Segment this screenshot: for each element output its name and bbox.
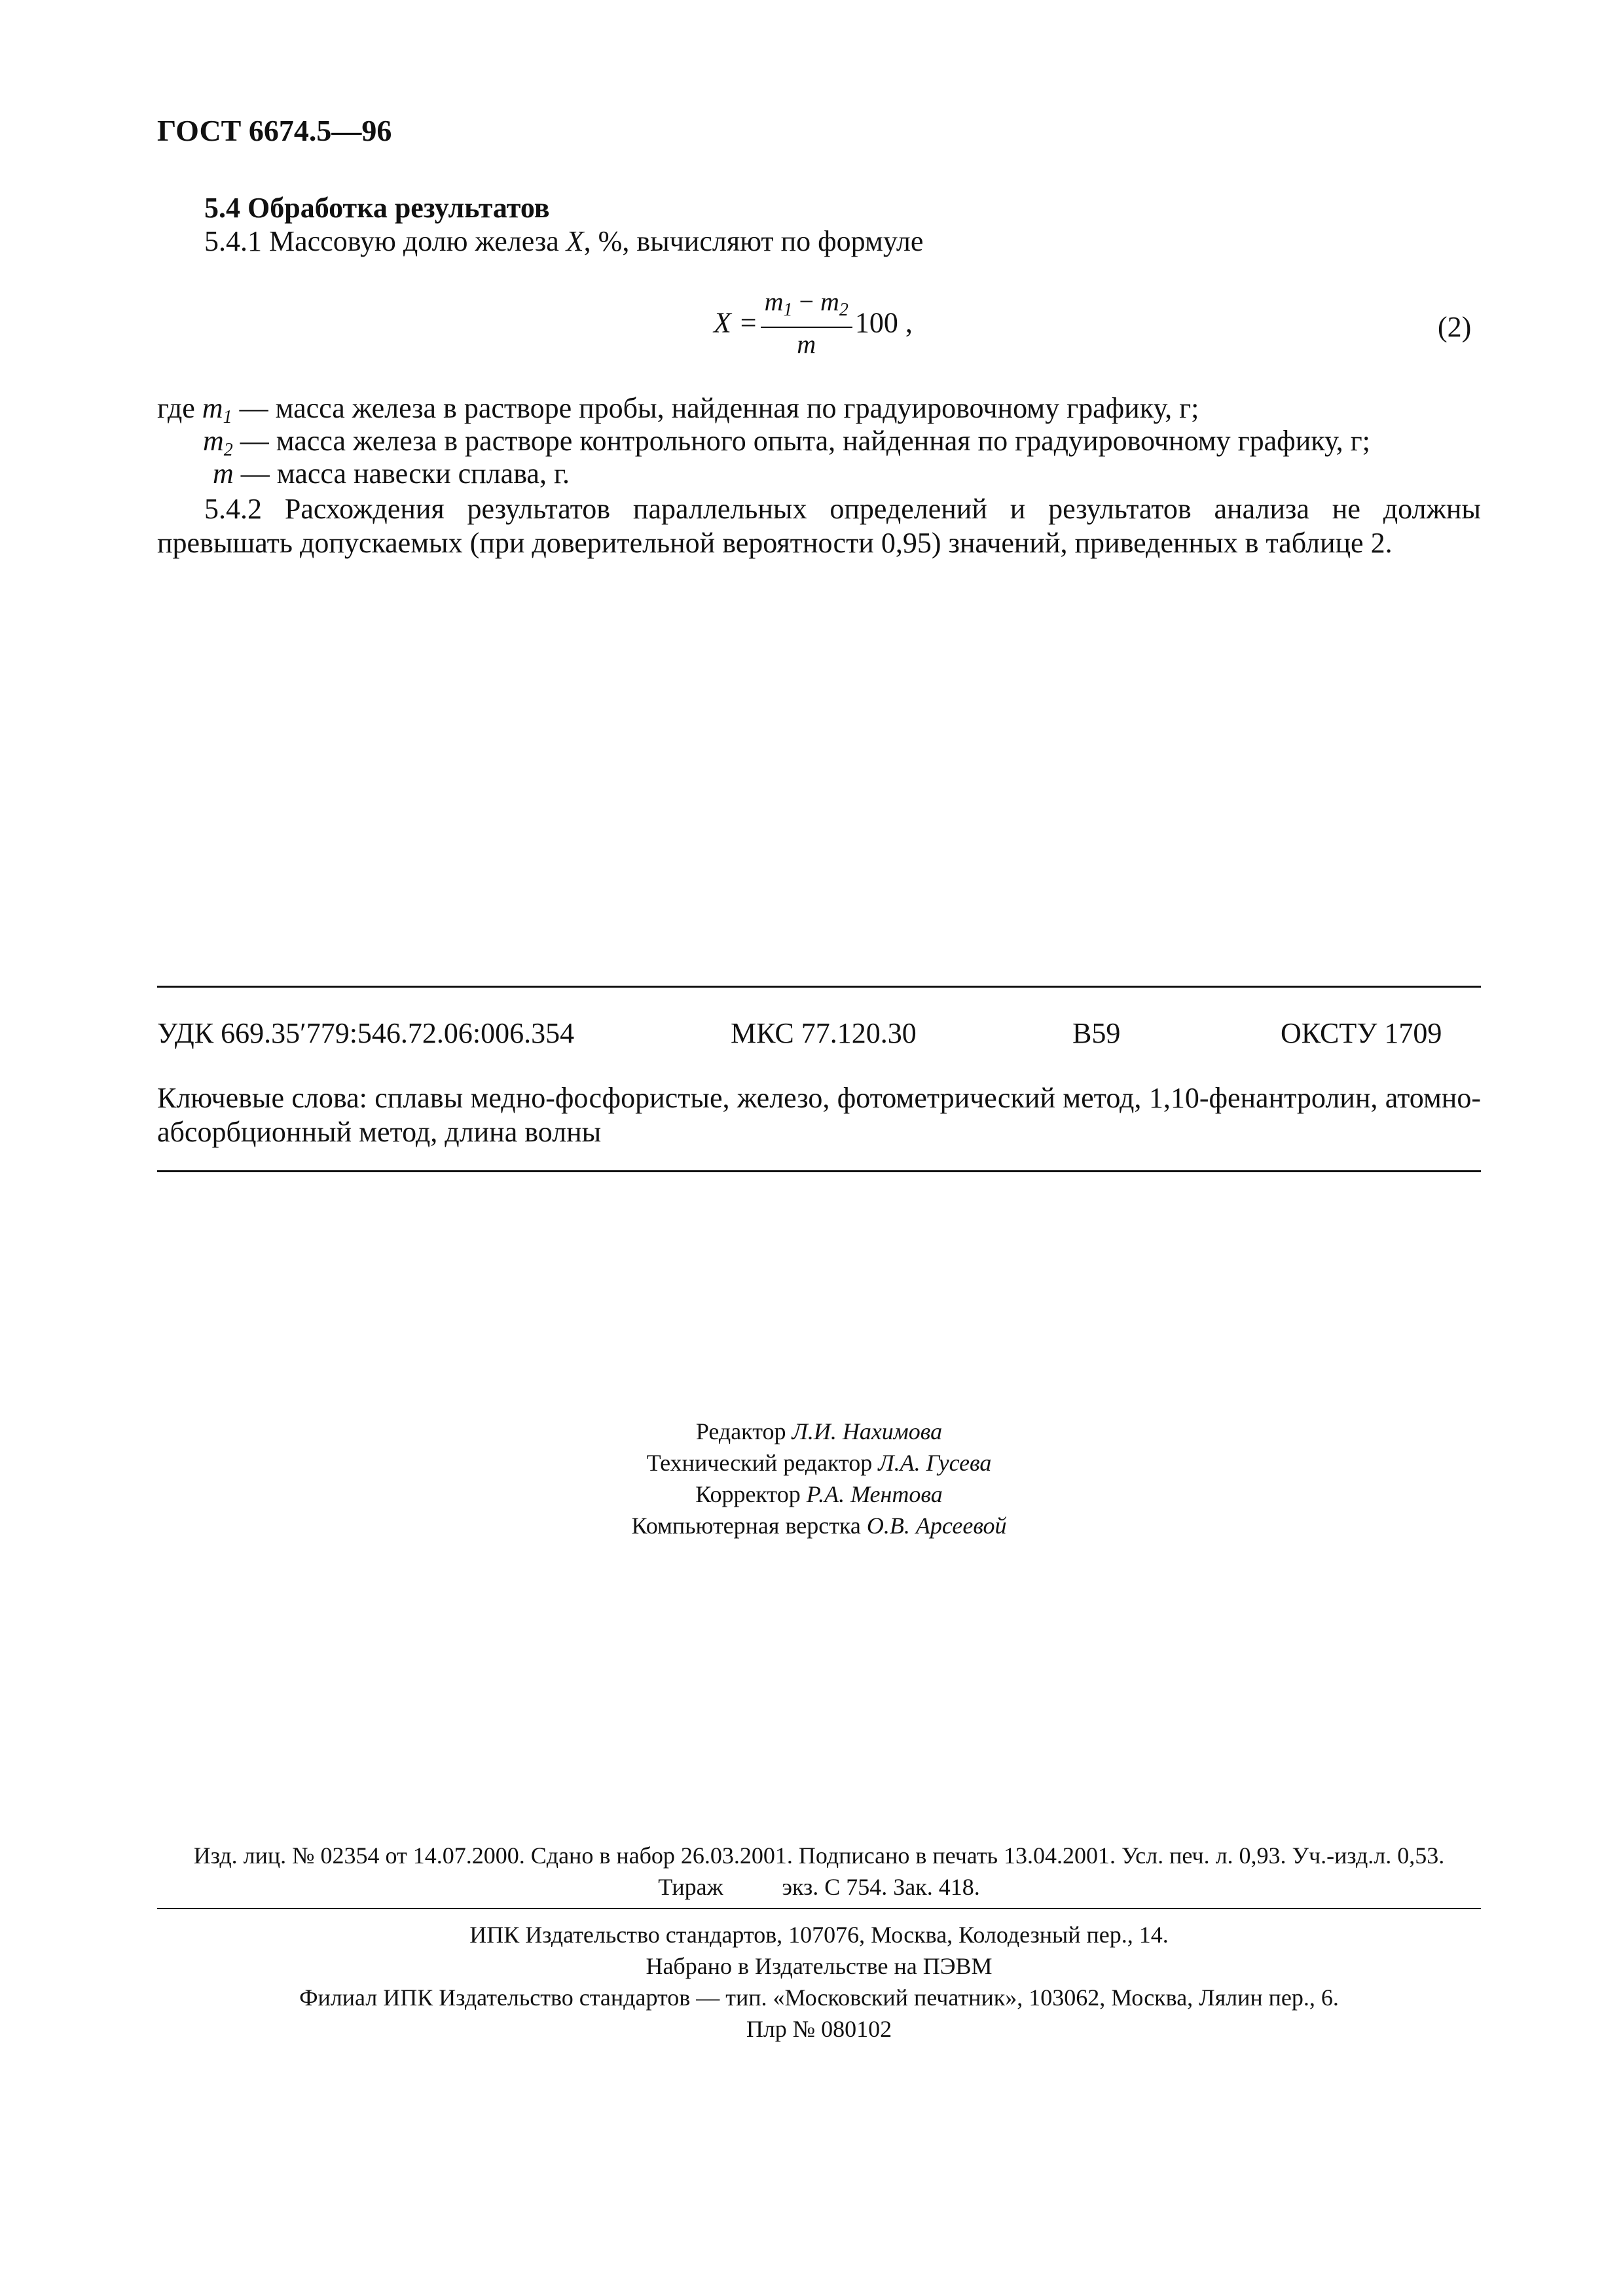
okstu-code: ОКСТУ 1709 bbox=[1281, 1017, 1442, 1049]
publisher-line-1: ИПК Издательство стандартов, 107076, Москва, Колодезный пер., 14. bbox=[469, 1922, 1169, 1948]
p541-suffix: , %, вычисляют по формуле bbox=[583, 225, 924, 257]
p541-prefix: 5.4.1 Массовую долю железа bbox=[204, 225, 559, 257]
section-title: 5.4 Обработка результатов bbox=[204, 192, 550, 224]
category-code: В59 bbox=[1072, 1017, 1121, 1049]
formula-fraction bbox=[761, 287, 852, 359]
formula-denominator: m bbox=[797, 329, 816, 359]
rule-imprint bbox=[157, 1908, 1481, 1909]
document-id: ГОСТ 6674.5—96 bbox=[157, 114, 392, 147]
publisher-line-3: Филиал ИПК Издательство стандартов — тип. «Московский печатник», 103062, Москва, Лялин пер., 6. bbox=[299, 1984, 1339, 2011]
formula bbox=[714, 287, 913, 365]
keywords: Ключевые слова: сплавы медно-фосфористые, железо, фотометрический метод, 1,10-фенантролин, атомно-абсорбционный метод, длина волны bbox=[157, 1082, 1481, 1148]
imprint-line-2: Тираж экз. С 754. Зак. 418. bbox=[658, 1874, 980, 1900]
credit-layout: Компьютерная верстка О.В. Арсеевой bbox=[631, 1513, 1007, 1539]
credits bbox=[157, 1416, 1481, 1541]
formula-lhs: X = bbox=[714, 306, 758, 339]
rule-keywords bbox=[157, 1170, 1481, 1172]
paragraph-5-4-1 bbox=[204, 224, 923, 259]
where-line-1: где $m_1$ — масса железа в растворе пробы, найденная по градуировочному графику, г; bbox=[157, 392, 1199, 427]
paragraph-5-4-2: 5.4.2 Расхождения результатов параллельных определений и результатов анализа не должны превышать допускаемых (при доверительной вероятности 0,95) значений, приведенных в таблице 2. bbox=[157, 493, 1481, 559]
formula-number: (2) bbox=[1438, 311, 1472, 343]
credit-tech-editor: Технический редактор Л.А. Гусева bbox=[646, 1450, 992, 1476]
rule-top bbox=[157, 986, 1481, 988]
where-line-2: $m_2$ — масса железа в растворе контрольного опыта, найденная по градуировочному графику, г; bbox=[203, 425, 1370, 460]
imprint-line-1: Изд. лиц. № 02354 от 14.07.2000. Сдано в набор 26.03.2001. Подписано в печать 13.04.2001. Усл. печ. л. 0,93. Уч.-изд.л. 0,53. bbox=[193, 1842, 1445, 1869]
formula-numerator: $m_1 - m_2$ bbox=[761, 287, 852, 328]
credit-corrector: Корректор Р.А. Ментова bbox=[695, 1481, 943, 1507]
credit-editor: Редактор Л.И. Нахимова bbox=[695, 1418, 943, 1444]
publisher-line-4: Плр № 080102 bbox=[746, 2016, 892, 2042]
publisher bbox=[157, 1919, 1481, 2045]
udk-code: УДК 669.35′779:546.72.06:006.354 bbox=[157, 1017, 575, 1049]
where-line-3: m — масса навески сплава, г. bbox=[213, 457, 570, 490]
mks-code: МКС 77.120.30 bbox=[731, 1017, 917, 1049]
p541-var: X bbox=[566, 225, 584, 257]
publisher-line-2: Набрано в Издательстве на ПЭВМ bbox=[646, 1953, 993, 1979]
formula-factor: 100 , bbox=[854, 306, 913, 339]
